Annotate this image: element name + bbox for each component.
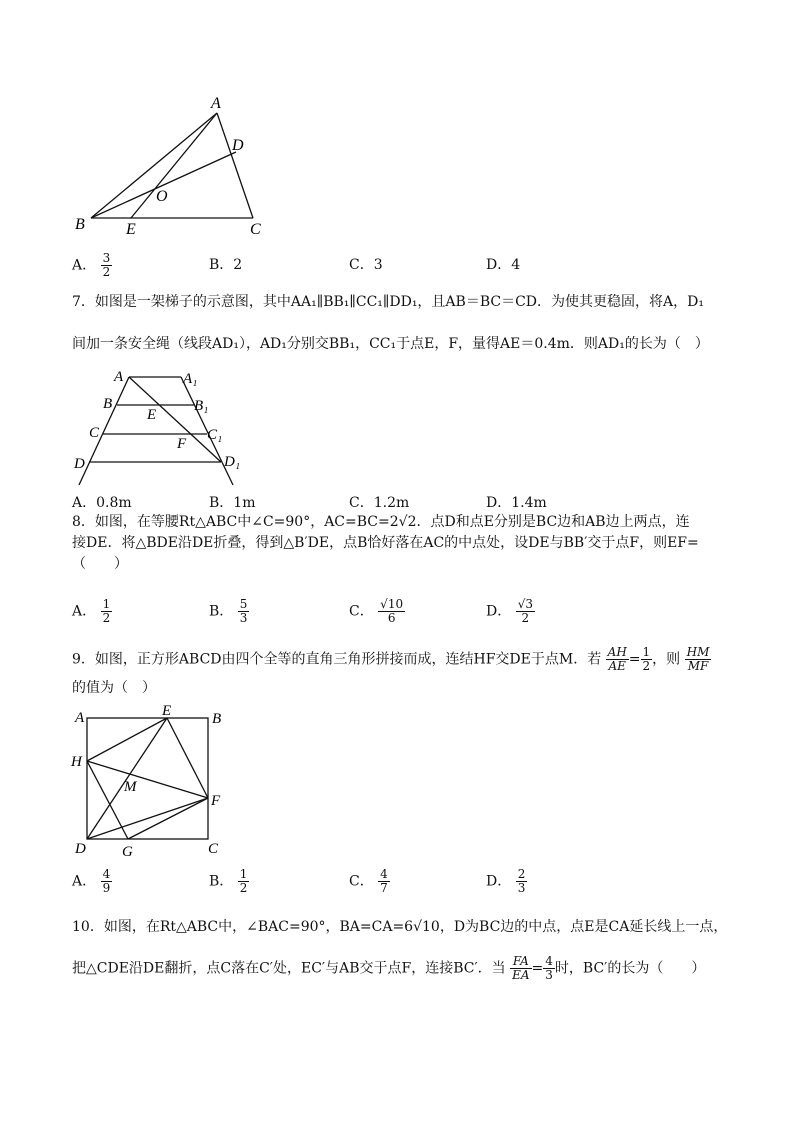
q9-condition-fraction: $\frac{AH}{AE}$	[607, 645, 627, 673]
q8-line2: 接DE．将△BDE沿DE折叠，得到△B′DE，点B恰好落在AC的中点处，设DE与BB′交于点F，则EF=	[72, 535, 699, 551]
q7-option-d: D．1.4m	[486, 495, 547, 511]
q6-option-b: B．2	[209, 257, 243, 273]
label-O: O	[156, 188, 168, 205]
q10-line1: 10．如图，在Rt△ABC中，∠BAC=90°，BA=CA=6√10，D为BC边的中点，点E是CA延长线上一点，	[72, 919, 728, 935]
square-label-A: A	[75, 710, 85, 726]
q8-line1: 8．如图，在等腰Rt△ABC中∠C=90°，AC=BC=2√2．点D和点E分别是BC边和AB边上两点，连	[72, 514, 690, 530]
square-label-H: H	[71, 754, 82, 770]
q9-option-a: A． $\frac{4}{9}$	[72, 867, 111, 895]
q8-line3: （ ）	[72, 556, 128, 572]
square-label-C: C	[208, 841, 219, 857]
q8-option-a: A． $\frac{1}{2}$	[72, 597, 111, 625]
ladder-label-C: C	[89, 425, 100, 441]
q7-line1: 7．如图是一架梯子的示意图，其中AA₁∥BB₁∥CC₁∥DD₁，且AB＝BC＝CD．为使其更稳固，将A，D₁	[72, 294, 704, 310]
q8-option-c: C． $\frac{√10}{6}$	[349, 597, 404, 625]
ladder-label-C1: C₁	[207, 427, 223, 443]
label-E: E	[126, 221, 136, 238]
q6-option-a-fraction: $\frac{3}{2}$	[102, 251, 111, 279]
ladder-label-A: A	[114, 369, 124, 385]
q9-option-b: B． $\frac{1}{2}$	[209, 867, 248, 895]
q10-line2: 把△CDE沿DE翻折，点C落在C′处，EC′与AB交于点F，连接BC′．当 $\frac{FA}{EA}$ = $\frac{4}{3}$ 时，BC′的长为（ ）	[72, 954, 706, 982]
label-A: A	[211, 95, 221, 112]
square-label-E: E	[162, 703, 172, 719]
ladder-label-E: E	[147, 407, 157, 423]
q10-ratio-fraction: $\frac{FA}{EA}$	[512, 954, 530, 982]
label-D: D	[232, 137, 244, 154]
square-label-F: F	[211, 793, 221, 809]
ladder-label-B: B	[103, 396, 113, 412]
q10-value-fraction: $\frac{4}{3}$	[545, 954, 553, 982]
square-label-M: M	[124, 779, 137, 795]
q9-option-c: C． $\frac{4}{7}$	[349, 867, 388, 895]
label-B: B	[75, 216, 85, 233]
square-label-B: B	[212, 711, 222, 727]
ladder-label-A1: A₁	[183, 371, 198, 387]
square-label-D: D	[75, 841, 86, 857]
q9-option-d: D． $\frac{2}{3}$	[486, 867, 526, 895]
q7-option-b: B．1m	[209, 495, 256, 511]
q9-line2: 的值为（ ）	[72, 680, 156, 696]
q6-option-d: D．4	[486, 257, 521, 273]
ladder-label-D1: D₁	[224, 454, 241, 470]
ladder-label-D: D	[74, 456, 85, 472]
ladder-label-B1: B₁	[194, 398, 209, 414]
q8-option-b: B． $\frac{5}{3}$	[209, 597, 248, 625]
label-C: C	[250, 221, 261, 238]
q9-half-fraction: $\frac{1}{2}$	[642, 645, 651, 673]
q7-line2: 间加一条安全绳（线段AD₁），AD₁分别交BB₁，CC₁于点E，F，量得AE＝0.4m．则AD₁的长为（ ）	[72, 336, 709, 352]
q6-option-a: A． $\frac{3}{2}$	[72, 251, 111, 279]
q9-ask-fraction: $\frac{HM}{MF}$	[686, 645, 710, 673]
q7-option-c: C．1.2m	[349, 495, 410, 511]
q9-line1: 9．如图，正方形ABCD由四个全等的直角三角形拼接而成，连结HF交DE于点M．若 $\frac{AH}{AE}$ = $\frac{1}{2}$ ，则 $\frac{HM}{MF}$	[72, 645, 710, 673]
q8-option-d: D． $\frac{√3}{2}$	[486, 597, 533, 625]
square-label-G: G	[122, 844, 133, 860]
q6-option-c: C．3	[349, 257, 383, 273]
ladder-label-F: F	[177, 436, 187, 452]
q7-option-a: A．0.8m	[72, 495, 132, 511]
